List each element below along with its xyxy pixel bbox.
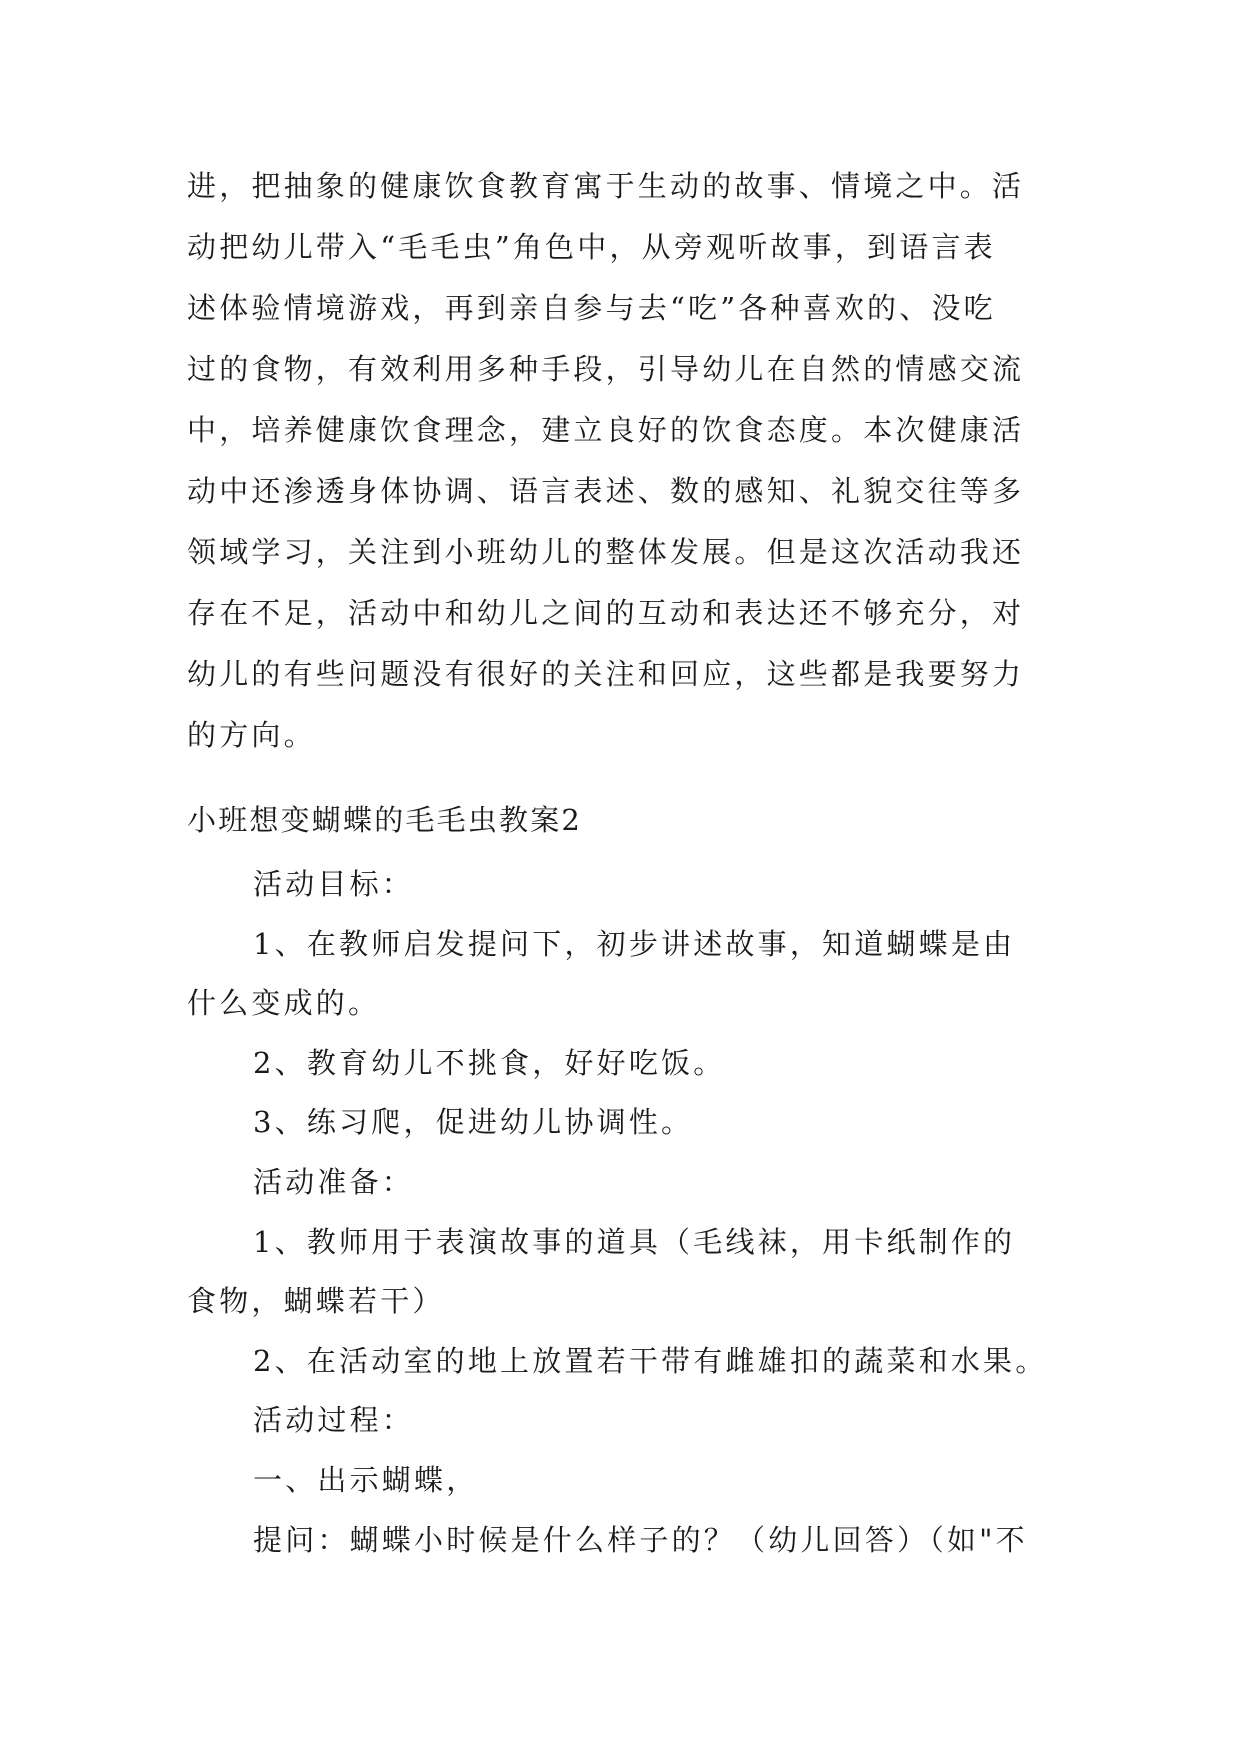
paragraph-line: 动把幼儿带入“毛毛虫”角色中，从旁观听故事，到语言表 (187, 230, 996, 264)
content-line: 2、在活动室的地上放置若干带有雌雄扣的蔬菜和水果。 (253, 1343, 1048, 1378)
paragraph-line: 的方向。 (187, 718, 316, 752)
paragraph-line: 领域学习，关注到小班幼儿的整体发展。但是这次活动我还 (187, 535, 1025, 569)
paragraph-line: 述体验情境游戏，再到亲自参与去“吃”各种喜欢的、没吃 (187, 291, 996, 325)
paragraph-line: 进，把抽象的健康饮食教育寓于生动的故事、情境之中。活 (187, 169, 1025, 203)
paragraph-line: 存在不足，活动中和幼儿之间的互动和表达还不够充分，对 (187, 596, 1025, 630)
content-line: 活动准备： (253, 1164, 415, 1199)
content-line: 提问：蝴蝶小时候是什么样子的？（幼儿回答）（如"不 (253, 1522, 1028, 1557)
lesson-content (187, 855, 1057, 1570)
content-line: 活动过程： (253, 1403, 415, 1438)
intro-paragraph (187, 156, 1057, 766)
section-heading: 小班想变蝴蝶的毛毛虫教案2 (187, 803, 583, 837)
content-line: 食物，蝴蝶若干） (187, 1284, 445, 1319)
content-line: 什么变成的。 (187, 986, 381, 1021)
paragraph-line: 过的食物，有效利用多种手段，引导幼儿在自然的情感交流 (187, 352, 1025, 386)
content-line: 1、在教师启发提问下，初步讲述故事，知道蝴蝶是由 (253, 926, 1016, 961)
content-line: 2、教育幼儿不挑食，好好吃饭。 (253, 1045, 726, 1080)
paragraph-line: 幼儿的有些问题没有很好的关注和回应，这些都是我要努力 (187, 657, 1025, 691)
content-line: 活动目标： (253, 867, 415, 901)
content-line: 1、教师用于表演故事的道具（毛线袜，用卡纸制作的 (253, 1224, 1016, 1259)
paragraph-line: 动中还渗透身体协调、语言表述、数的感知、礼貌交往等多 (187, 474, 1025, 508)
paragraph-line: 中，培养健康饮食理念，建立良好的饮食态度。本次健康活 (187, 413, 1025, 447)
content-line: 3、练习爬，促进幼儿协调性。 (253, 1105, 694, 1140)
content-line: 一、出示蝴蝶， (253, 1462, 479, 1497)
